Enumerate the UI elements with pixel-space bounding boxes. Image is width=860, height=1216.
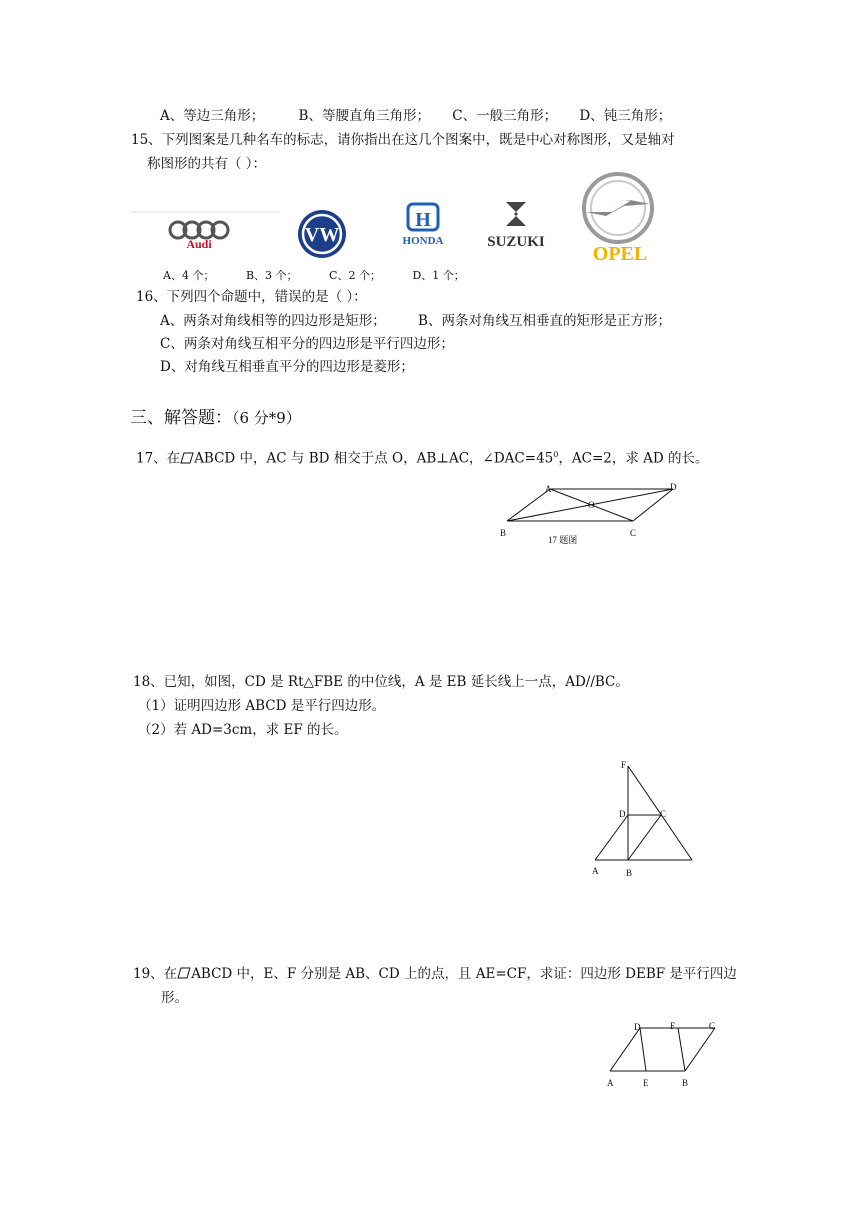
q17-figure xyxy=(495,480,695,550)
q17-label-o: O xyxy=(588,500,595,510)
parallelogram-icon xyxy=(180,450,194,470)
q18-part2: （2）若 AD=3cm，求 EF 的长。 xyxy=(138,722,348,738)
honda-mark: H xyxy=(415,209,431,231)
honda-text: HONDA xyxy=(402,235,444,247)
q16-option-b: B、两条对角线互相垂直的矩形是正方形； xyxy=(418,313,671,329)
q17-stem-pre: 17、在 xyxy=(136,450,181,467)
q15-stem-line1: 15、下列图案是几种名车的标志，请你指出在这几个图案中，既是中心对称图形，又是轴对 xyxy=(131,132,675,148)
section-3-score: （6 分*9） xyxy=(232,409,301,427)
audi-logo xyxy=(130,210,280,255)
opel-text: OPEL xyxy=(592,243,648,264)
opel-logo xyxy=(572,172,664,264)
q17-label-a: A xyxy=(545,484,552,494)
q18-label-c: C xyxy=(660,809,667,819)
q18-label-b: B xyxy=(626,868,633,878)
q17-stem-post: ，AC=2，求 AD 的长。 xyxy=(558,450,709,467)
q16-options-row1 xyxy=(160,311,671,331)
q14-option-b: B、等腰直角三角形； xyxy=(298,108,430,124)
vw-logo xyxy=(296,208,348,260)
q18-stem: 18、已知，如图，CD 是 Rt△FBE 的中位线，A 是 EB 延长线上一点，AD//BC。 xyxy=(133,674,629,690)
q19-label-c: C xyxy=(709,1021,716,1031)
q19-label-a: A xyxy=(607,1078,614,1088)
q19-stem-pre: 19、在 xyxy=(133,966,178,982)
q14-option-a: A、等边三角形； xyxy=(160,108,265,124)
q15-option-a: A、4 个； xyxy=(163,269,215,282)
q18-label-d: D xyxy=(619,809,626,819)
parallelogram-icon xyxy=(177,965,191,985)
q17-stem xyxy=(136,445,709,470)
q18-label-a: A xyxy=(592,866,599,876)
q15-option-c: C、2 个； xyxy=(329,269,381,282)
q19-label-d: D xyxy=(634,1022,641,1032)
q16-option-d: D、对角线互相垂直平分的四边形是菱形； xyxy=(160,359,414,375)
q19-stem-line2: 形。 xyxy=(161,990,188,1006)
q15-stem-line2: 称图形的共有（ ）： xyxy=(147,156,267,172)
q18-label-f: F xyxy=(621,760,627,770)
q19-stem xyxy=(133,964,737,985)
suzuki-text: SUZUKI xyxy=(487,234,545,250)
section-3-title: 三、解答题： xyxy=(130,408,232,428)
section-3-heading xyxy=(130,406,301,430)
q19-label-e: E xyxy=(643,1078,649,1088)
q18-figure xyxy=(585,760,700,880)
q17-label-d: D xyxy=(670,482,677,492)
q17-stem-mid: ABCD 中，AC 与 BD 相交于点 O，AB⊥AC，∠DAC=45 xyxy=(194,450,554,467)
q19-label-b: B xyxy=(682,1078,689,1088)
q14-option-d: D、钝三角形； xyxy=(579,108,672,124)
q16-option-a: A、两条对角线相等的四边形是矩形； xyxy=(160,313,386,329)
q17-caption: 17 题图 xyxy=(548,535,578,545)
audi-text: Audi xyxy=(186,237,212,251)
q19-figure xyxy=(600,1018,725,1093)
q18-part1: （1）证明四边形 ABCD 是平行四边形。 xyxy=(138,698,386,714)
q15-options xyxy=(163,266,465,286)
q19-label-f: F xyxy=(670,1021,676,1031)
q17-label-c: C xyxy=(630,528,637,538)
q15-option-d: D、1 个； xyxy=(412,269,465,282)
q14-options xyxy=(160,106,671,126)
q16-option-c: C、两条对角线互相平分的四边形是平行四边形； xyxy=(160,336,454,352)
q16-stem: 16、下列四个命题中，错误的是（ ）： xyxy=(136,289,367,305)
q19-stem-post: ABCD 中，E、F 分别是 AB、CD 上的点，且 AE=CF，求证：四边形 DEBF 是平行四边 xyxy=(191,966,737,982)
q15-option-b: B、3 个； xyxy=(245,269,298,282)
honda-logo xyxy=(388,202,458,248)
q17-label-b: B xyxy=(500,528,507,538)
q14-option-c: C、一般三角形； xyxy=(452,108,558,124)
q17-degree-sup: 0 xyxy=(553,450,559,459)
vw-text: VW xyxy=(304,224,340,246)
suzuki-logo xyxy=(476,198,556,252)
